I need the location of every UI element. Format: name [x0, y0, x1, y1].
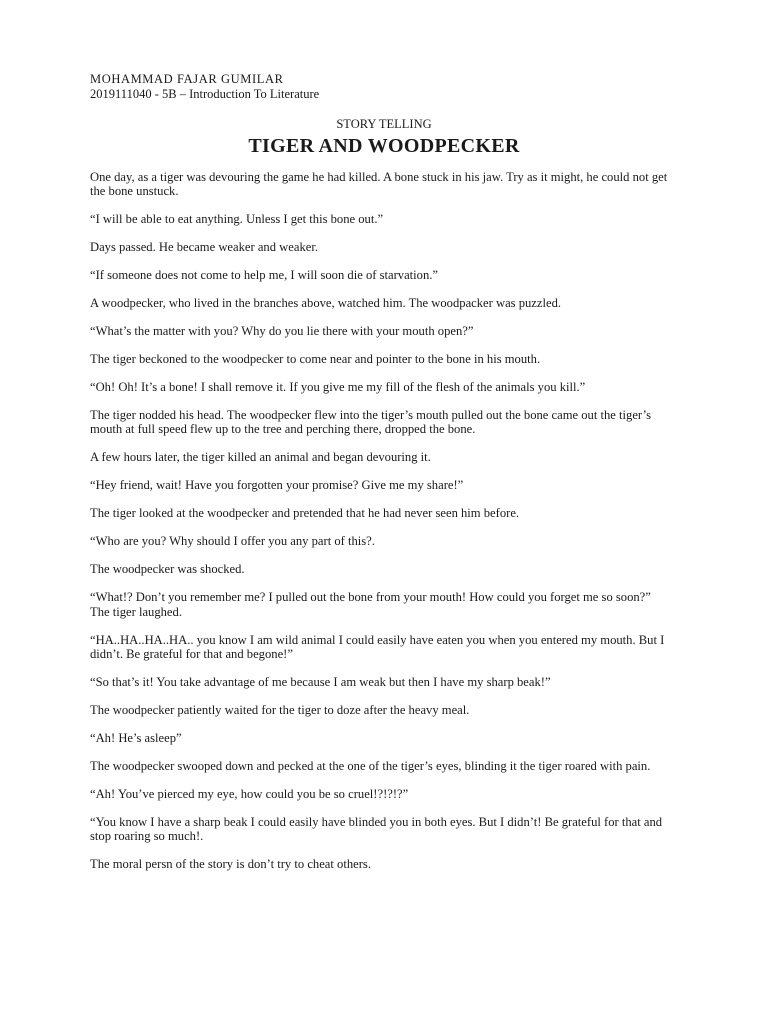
paragraph: A few hours later, the tiger killed an animal and began devouring it.	[90, 450, 431, 465]
story-body	[90, 170, 682, 871]
paragraph: The woodpecker was shocked.	[90, 562, 245, 577]
story-title: TIGER AND WOODPECKER	[248, 135, 520, 157]
paragraph: “You know I have a sharp beak I could easily have blinded you in both eyes. But I didn’t! Be grateful for that and stop roaring so much!.	[90, 814, 663, 844]
paragraph: The moral persn of the story is don’t try to cheat others.	[90, 857, 371, 872]
paragraph: Days passed. He became weaker and weaker.	[90, 240, 318, 255]
paragraph: The tiger laughed.	[90, 604, 182, 619]
paragraph: One day, as a tiger was devouring the game he had killed. A bone stuck in his jaw. Try as it might, he could not get the bone unstuck.	[90, 170, 668, 199]
paragraph: “HA..HA..HA..HA.. you know I am wild animal I could easily have eaten you when you entered my mouth. But I didn’t. Be grateful for that and begone!”	[90, 632, 665, 661]
paragraph: “So that’s it! You take advantage of me because I am weak but then I have my sharp beak!”	[90, 674, 551, 689]
paragraph: “If someone does not come to help me, I will soon die of starvation.”	[90, 268, 438, 283]
paragraph: The woodpecker swooped down and pecked at the one of the tiger’s eyes, blinding it the tiger roared with pain.	[90, 758, 651, 773]
paragraph: “Oh! Oh! It’s a bone! I shall remove it. If you give me my fill of the flesh of the animals you kill.”	[90, 380, 586, 395]
paragraph: The tiger beckoned to the woodpecker to come near and pointer to the bone in his mouth.	[90, 352, 541, 367]
author-name: MOHAMMAD FAJAR GUMILAR	[90, 72, 284, 86]
paragraph: The tiger looked at the woodpecker and pretended that he had never seen him before.	[90, 506, 520, 521]
paragraph: “Ah! He’s asleep”	[90, 730, 182, 745]
paragraph: “What!? Don’t you remember me? I pulled out the bone from your mouth! How could you forget me so soon?”	[90, 590, 651, 605]
paragraph: A woodpecker, who lived in the branches above, watched him. The woodpacker was puzzled.	[90, 296, 562, 311]
paragraph: “Who are you? Why should I offer you any part of this?.	[90, 534, 375, 549]
paragraph: “Ah! You’ve pierced my eye, how could you be so cruel!?!?!?”	[90, 786, 409, 801]
paragraph: “Hey friend, wait! Have you forgotten your promise? Give me my share!”	[90, 478, 464, 493]
paragraph: “I will be able to eat anything. Unless I get this bone out.”	[90, 212, 384, 227]
story-kicker: STORY TELLING	[336, 117, 432, 131]
paragraph: The woodpecker patiently waited for the tiger to doze after the heavy meal.	[90, 702, 470, 717]
paragraph: “What’s the matter with you? Why do you lie there with your mouth open?”	[90, 324, 474, 339]
course-line: 2019111040 - 5B – Introduction To Literature	[90, 87, 320, 101]
paragraph: The tiger nodded his head. The woodpecker flew into the tiger’s mouth pulled out the bone came out the tiger’s mouth at full speed flew up to the tree and perching there, dropped the bone.	[90, 408, 651, 437]
